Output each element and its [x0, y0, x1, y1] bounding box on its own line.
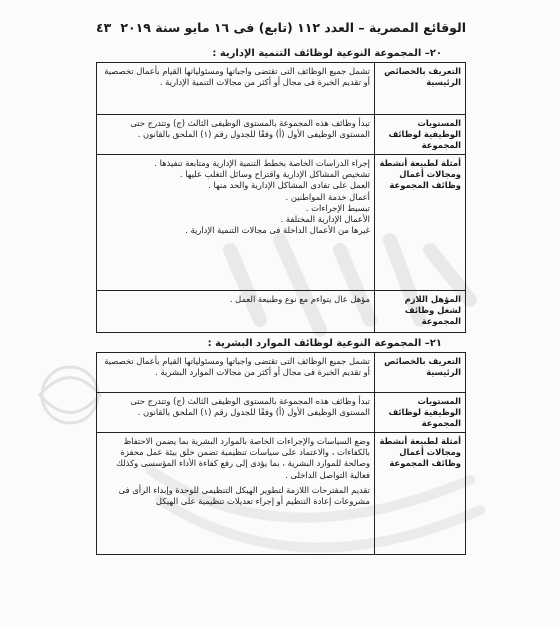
row-key: المؤهل اللازم لشغل وظائف المجموعة: [375, 291, 466, 333]
row-key: المستويات الوظيفية لوظائف المجموعة: [375, 115, 466, 155]
list-item: العمل على تفادى المشاكل الإدارية والحد منها .: [208, 180, 370, 191]
table-row: [97, 353, 466, 393]
list-item: تشخيص المشاكل الإدارية واقتراح وسائل التغلب عليها .: [179, 169, 370, 180]
row-value: [97, 353, 375, 393]
row-key: المستويات الوظيفية لوظائف المجموعة: [375, 393, 466, 433]
header-title: الوقائع المصرية – العدد ١١٢ (تابع) فى ١٦ مايو سنة ٢٠١٩: [120, 19, 466, 35]
row-key: أمثلة لطبيعة أنشطة ومجالات أعمال وظائف المجموعة: [375, 155, 466, 291]
section-table-21: [96, 352, 466, 555]
section-title-21: ٢١– المجموعة النوعية لوظائف الموارد البشرية :: [207, 338, 442, 349]
row-key: التعريف بالخصائص الرئيسية: [375, 63, 466, 115]
row-value: [97, 393, 375, 433]
section-title-20: ٢٠– المجموعة النوعية لوظائف التنمية الإدارية :: [212, 48, 442, 59]
table-row: [97, 155, 466, 291]
list-item: إجراء الدراسات الخاصة بخطط التنمية الإدارية ومتابعة تنفيذها .: [154, 158, 370, 169]
row-value: [97, 63, 375, 115]
list-item: أعمال خدمة المواطنين .: [285, 191, 370, 202]
row-text: تشمل جميع الوظائف التى تقتضى واجباتها ومسئولياتها القيام بأعمال تخصصية أو تقديم الخبرة فى مجال أو أكثر من مجالات التنمية الإدارية .: [104, 66, 370, 88]
page-number: ٤٣: [96, 19, 112, 35]
list-item: تبسيط الإجراءات .: [305, 202, 370, 213]
row-text: تشمل جميع الوظائف التى تقتضى واجباتها ومسئولياتها القيام بأعمال تخصصية أو تقديم الخبرة فى مجال أو أكثر من مجالات الموارد البشرية .: [104, 356, 370, 378]
row-value: [97, 115, 375, 155]
table-row: [97, 115, 466, 155]
list-item: الأعمال الإدارية المختلفة .: [280, 213, 370, 224]
page-header: [96, 16, 466, 38]
section-table-20: [96, 62, 466, 333]
list-item: غيرها من الأعمال الداخلة فى مجالات التنمية الإدارية .: [185, 224, 370, 235]
row-text: تبدأ وظائف هذه المجموعة بالمستوى الوظيفى الثالث (ج) وتتدرج حتى المستوى الوظيفى الأول (أ) وفقًا للجدول رقم (١) الملحق بالقانون .: [130, 118, 370, 140]
row-key: أمثلة لطبيعة أنشطة ومجالات أعمال وظائف المجموعة: [375, 433, 466, 555]
row-value: [97, 155, 375, 291]
row-key: التعريف بالخصائص الرئيسية: [375, 353, 466, 393]
row-text: تبدأ وظائف هذه المجموعة بالمستوى الوظيفى الثالث (ج) وتتدرج حتى المستوى الوظيفى الأول (أ) وفقًا للجدول رقم (١) الملحق بالقانون .: [130, 396, 370, 418]
table-row: [97, 393, 466, 433]
row-value: [97, 291, 375, 333]
table-row: [97, 291, 466, 333]
table-row: [97, 433, 466, 555]
list-item: وضع السياسات والإجراءات الخاصة بالموارد البشرية بما يضمن الاحتفاظ بالكفاءات ، والاعتماد على سياسات تنظيمية تضمن خلق بيئة عمل محفزة وصالحة للموارد البشرية ، بما يؤدى إلى رفع كفاءة الأداء المؤسسى وكذلك فعالية التواصل الداخلى .: [116, 436, 370, 480]
table-row: [97, 63, 466, 115]
list-item: تقديم المقترحات اللازمة لتطوير الهيكل التنظيمى للوحدة وإبداء الرأى فى مشروعات إعادة التنظيم أو إجراء تعديلات تنظيمية على الهيكل: [118, 484, 370, 506]
row-value: [97, 433, 375, 555]
row-text: مؤهل عال يتواءم مع نوع وطبيعة العمل .: [229, 294, 370, 305]
